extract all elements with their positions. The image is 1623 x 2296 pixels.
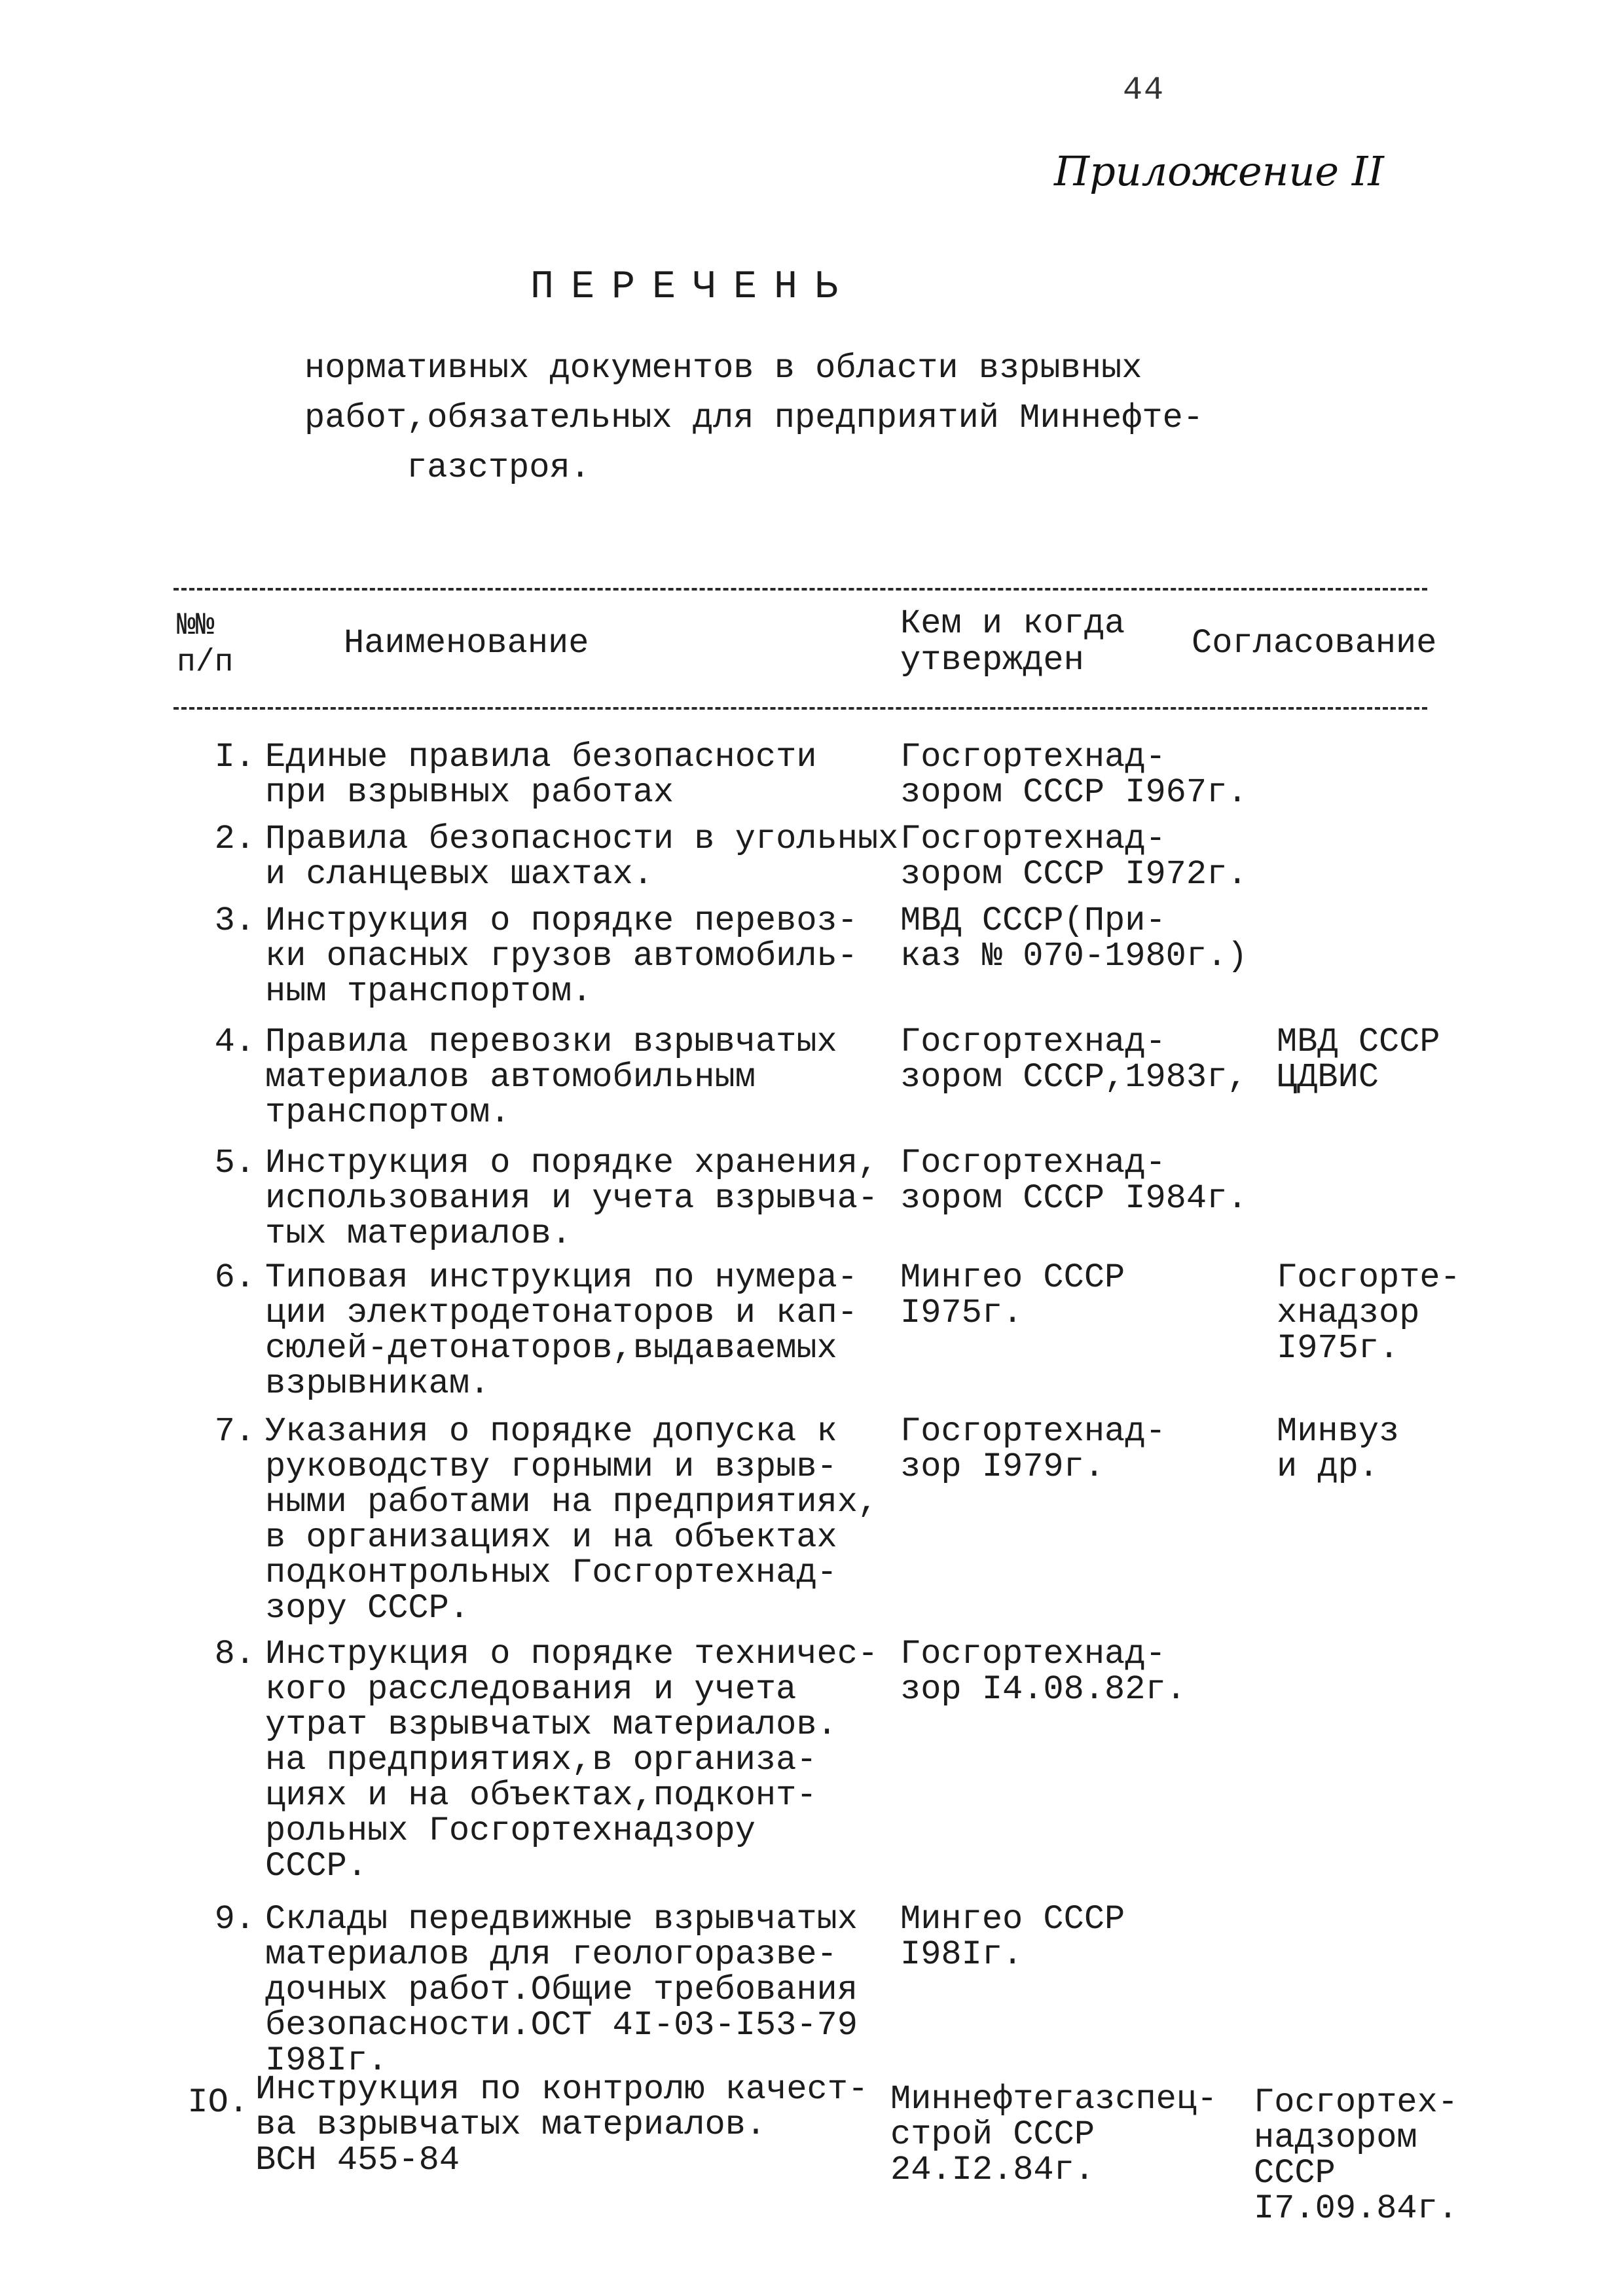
- row-approved: Мингео СССР I98Iг.: [900, 1900, 1125, 1974]
- row-approved: Миннефтегазспец- строй СССР 24.I2.84г.: [890, 2080, 1218, 2189]
- row-number: 4.: [214, 1023, 255, 1061]
- row-approved: Мингео СССР I975г.: [900, 1258, 1125, 1332]
- header-approved: Кем и когда утвержден: [900, 604, 1125, 680]
- document-subtitle: нормативных документов в области взрывных работ,обязательных для предприятий Миннефте- газстроя.: [304, 349, 1204, 487]
- row-name: Инструкция по контролю качест- ва взрывчатых материалов. ВСН 455-84: [255, 2070, 869, 2179]
- row-number: 6.: [214, 1258, 255, 1297]
- row-number: I.: [214, 738, 255, 776]
- row-name: Единые правила безопасности при взрывных работах: [265, 738, 817, 812]
- header-number: №№ п/п: [177, 608, 234, 680]
- row-approved: МВД СССР(При- каз № 070-1980г.): [900, 902, 1248, 975]
- row-number: IO.: [187, 2083, 249, 2122]
- row-name: Указания о порядке допуска к руководству горными и взрыв- ными работами на предприятиях, в организациях и на объектах подконтрольных Госгортехнад- зору СССР.: [265, 1412, 879, 1628]
- document-title: ПЕРЕЧЕНЬ: [530, 265, 856, 310]
- table-header-rule: [173, 707, 1427, 710]
- row-name: Инструкция о порядке перевоз- ки опасных грузов автомобиль- ным транспортом.: [265, 902, 858, 1011]
- row-number: 7.: [214, 1412, 255, 1451]
- row-number: 3.: [214, 902, 255, 940]
- row-agreed: МВД СССР ЦДВИС: [1277, 1023, 1440, 1097]
- row-approved: Госгортехнад- зор I4.08.82г.: [900, 1635, 1186, 1709]
- row-agreed: Минвуз и др.: [1277, 1412, 1400, 1486]
- row-number: 2.: [214, 820, 255, 858]
- row-approved: Госгортехнад- зором СССР I967г.: [900, 738, 1248, 812]
- row-name: Правила безопасности в угольных и сланцевых шахтах.: [265, 820, 899, 894]
- row-name: Типовая инструкция по нумера- ции электродетонаторов и кап- сюлей-детонаторов,выдаваемых взрывникам.: [265, 1258, 858, 1403]
- row-approved: Госгортехнад- зором СССР I972г.: [900, 820, 1248, 894]
- row-approved: Госгортехнад- зором СССР,1983г,: [900, 1023, 1248, 1097]
- row-number: 8.: [214, 1635, 255, 1673]
- row-agreed: Госгорте- хнадзор I975г.: [1277, 1258, 1461, 1368]
- appendix-label: Приложение II: [1054, 147, 1384, 195]
- row-name: Инструкция о порядке техничес- кого расследования и учета утрат взрывчатых материалов. на предприятиях,в организа- циях и на объектах,подконт- рольных Госгортехнадзору СССР.: [265, 1635, 879, 1886]
- header-agreed: Согласование: [1192, 624, 1437, 663]
- row-name: Правила перевозки взрывчатых материалов автомобильным транспортом.: [265, 1023, 837, 1132]
- header-name: Наименование: [344, 624, 589, 663]
- row-approved: Госгортехнад- зором СССР I984г.: [900, 1144, 1248, 1218]
- row-number: 9.: [214, 1900, 255, 1939]
- row-approved: Госгортехнад- зор I979г.: [900, 1412, 1166, 1486]
- row-name: Инструкция о порядке хранения, использования и учета взрывча- тых материалов.: [265, 1144, 879, 1253]
- table-top-rule: [173, 588, 1427, 591]
- row-number: 5.: [214, 1144, 255, 1182]
- page-number: 44: [1123, 72, 1165, 109]
- row-name: Склады передвижные взрывчатых материалов для геологоразве- дочных работ.Общие требования безопасности.ОСТ 4I-03-I53-79 I98Iг.: [265, 1900, 858, 2080]
- row-agreed: Госгортех- надзором СССР I7.09.84г.: [1254, 2083, 1459, 2228]
